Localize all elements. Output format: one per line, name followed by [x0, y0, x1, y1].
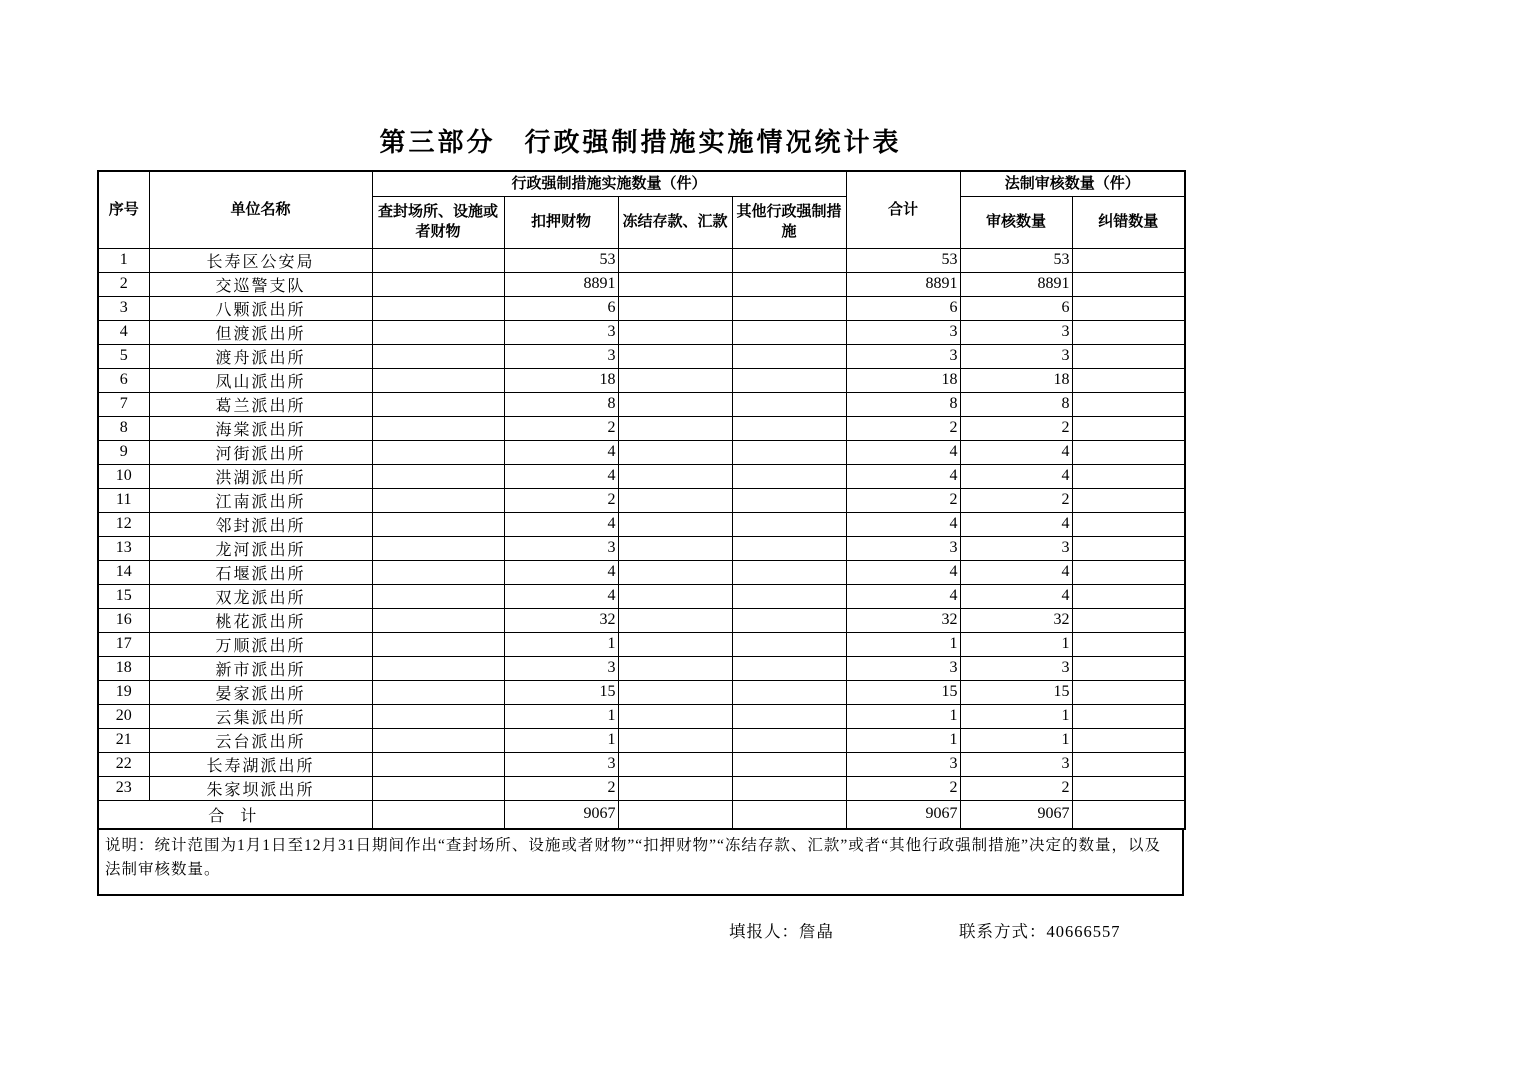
- cell-seal-value: [372, 440, 504, 464]
- cell-other-value: [732, 392, 846, 416]
- cell-unit-name: 渡舟派出所: [149, 344, 372, 368]
- cell-correction-value: [1072, 296, 1185, 320]
- cell-seq: 15: [98, 584, 149, 608]
- cell-seal-value: [372, 344, 504, 368]
- cell-other-value: [732, 536, 846, 560]
- cell-other-value: [732, 632, 846, 656]
- cell-other-value: [732, 608, 846, 632]
- header-correction-count: 纠错数量: [1072, 196, 1185, 248]
- cell-freeze-value: [618, 368, 732, 392]
- cell-freeze-value: [618, 320, 732, 344]
- cell-correction-value: [1072, 392, 1185, 416]
- cell-seal-value: [372, 560, 504, 584]
- header-total: 合计: [846, 171, 960, 248]
- cell-seal-value: [372, 416, 504, 440]
- cell-review-value: 3: [960, 320, 1072, 344]
- cell-review-value: 4: [960, 440, 1072, 464]
- cell-seize-value: 4: [504, 584, 618, 608]
- cell-correction-value: [1072, 560, 1185, 584]
- cell-total-value: 53: [846, 248, 960, 272]
- cell-total-value: 4: [846, 584, 960, 608]
- cell-other-value: [732, 296, 846, 320]
- cell-review-value: 2: [960, 776, 1072, 800]
- cell-review-value: 1: [960, 704, 1072, 728]
- cell-other-value: [732, 488, 846, 512]
- header-review-group: 法制审核数量（件）: [960, 171, 1185, 196]
- cell-freeze-value: [618, 464, 732, 488]
- cell-seal-value: [372, 752, 504, 776]
- cell-unit-name: 龙河派出所: [149, 536, 372, 560]
- cell-seize-value: 2: [504, 776, 618, 800]
- cell-review-value: 32: [960, 608, 1072, 632]
- cell-correction-value: [1072, 416, 1185, 440]
- header-measures-group: 行政强制措施实施数量（件）: [372, 171, 846, 196]
- cell-unit-name: 海棠派出所: [149, 416, 372, 440]
- cell-review-value: 15: [960, 680, 1072, 704]
- cell-other-value: [732, 728, 846, 752]
- cell-freeze-value: [618, 608, 732, 632]
- cell-seize-value: 3: [504, 320, 618, 344]
- cell-seize-value: 4: [504, 440, 618, 464]
- cell-correction-value: [1072, 608, 1185, 632]
- cell-other-value: [732, 440, 846, 464]
- cell-review-value: 2: [960, 488, 1072, 512]
- table-row: [98, 392, 1185, 416]
- cell-freeze-value: [618, 656, 732, 680]
- cell-freeze-value: [618, 728, 732, 752]
- total-freeze-value: [618, 800, 732, 829]
- cell-seq: 17: [98, 632, 149, 656]
- cell-seal-value: [372, 392, 504, 416]
- table-row: [98, 704, 1185, 728]
- cell-correction-value: [1072, 248, 1185, 272]
- cell-seq: 21: [98, 728, 149, 752]
- cell-seq: 13: [98, 536, 149, 560]
- cell-other-value: [732, 464, 846, 488]
- header-seal-property: 查封场所、设施或者财物: [372, 196, 504, 248]
- cell-review-value: 3: [960, 656, 1072, 680]
- table-row: [98, 656, 1185, 680]
- cell-seize-value: 8: [504, 392, 618, 416]
- table-row: [98, 248, 1185, 272]
- cell-seq: 18: [98, 656, 149, 680]
- cell-seq: 1: [98, 248, 149, 272]
- table-row: [98, 368, 1185, 392]
- cell-other-value: [732, 584, 846, 608]
- table-row: [98, 608, 1185, 632]
- cell-total-value: 3: [846, 344, 960, 368]
- cell-review-value: 8: [960, 392, 1072, 416]
- table-header: [98, 171, 1185, 248]
- cell-correction-value: [1072, 368, 1185, 392]
- cell-seq: 9: [98, 440, 149, 464]
- table-row: [98, 632, 1185, 656]
- table-row: [98, 512, 1185, 536]
- cell-seize-value: 3: [504, 536, 618, 560]
- total-row: [98, 800, 1185, 829]
- cell-freeze-value: [618, 440, 732, 464]
- table-row: [98, 296, 1185, 320]
- cell-total-value: 2: [846, 776, 960, 800]
- cell-seize-value: 4: [504, 560, 618, 584]
- table-row: [98, 680, 1185, 704]
- cell-seize-value: 3: [504, 752, 618, 776]
- cell-unit-name: 云集派出所: [149, 704, 372, 728]
- cell-freeze-value: [618, 512, 732, 536]
- cell-seize-value: 3: [504, 656, 618, 680]
- cell-seal-value: [372, 488, 504, 512]
- cell-unit-name: 万顺派出所: [149, 632, 372, 656]
- cell-correction-value: [1072, 752, 1185, 776]
- cell-review-value: 6: [960, 296, 1072, 320]
- table-body: [98, 248, 1185, 800]
- cell-review-value: 4: [960, 560, 1072, 584]
- cell-seq: 4: [98, 320, 149, 344]
- cell-review-value: 8891: [960, 272, 1072, 296]
- cell-total-value: 3: [846, 656, 960, 680]
- table-row: [98, 272, 1185, 296]
- cell-review-value: 2: [960, 416, 1072, 440]
- cell-freeze-value: [618, 296, 732, 320]
- table-row: [98, 416, 1185, 440]
- cell-review-value: 4: [960, 464, 1072, 488]
- cell-seal-value: [372, 584, 504, 608]
- cell-unit-name: 凤山派出所: [149, 368, 372, 392]
- cell-seq: 7: [98, 392, 149, 416]
- cell-seal-value: [372, 368, 504, 392]
- cell-other-value: [732, 272, 846, 296]
- cell-unit-name: 长寿湖派出所: [149, 752, 372, 776]
- cell-freeze-value: [618, 416, 732, 440]
- cell-correction-value: [1072, 680, 1185, 704]
- cell-seq: 22: [98, 752, 149, 776]
- table-row: [98, 488, 1185, 512]
- cell-other-value: [732, 560, 846, 584]
- cell-unit-name: 石堰派出所: [149, 560, 372, 584]
- total-sum-value: 9067: [846, 800, 960, 829]
- cell-unit-name: 洪湖派出所: [149, 464, 372, 488]
- cell-seize-value: 32: [504, 608, 618, 632]
- cell-unit-name: 河街派出所: [149, 440, 372, 464]
- total-other-value: [732, 800, 846, 829]
- cell-total-value: 8891: [846, 272, 960, 296]
- cell-total-value: 1: [846, 632, 960, 656]
- cell-unit-name: 新市派出所: [149, 656, 372, 680]
- table-row: [98, 752, 1185, 776]
- cell-total-value: 3: [846, 320, 960, 344]
- cell-freeze-value: [618, 776, 732, 800]
- cell-unit-name: 双龙派出所: [149, 584, 372, 608]
- cell-freeze-value: [618, 704, 732, 728]
- contact-info: 联系方式：40666557: [959, 922, 1121, 942]
- cell-other-value: [732, 752, 846, 776]
- table-row: [98, 560, 1185, 584]
- cell-seq: 16: [98, 608, 149, 632]
- filler-name: 填报人：詹皛: [729, 922, 834, 942]
- table-row: [98, 536, 1185, 560]
- cell-seq: 2: [98, 272, 149, 296]
- cell-seq: 8: [98, 416, 149, 440]
- cell-freeze-value: [618, 752, 732, 776]
- cell-review-value: 3: [960, 536, 1072, 560]
- cell-seal-value: [372, 704, 504, 728]
- cell-seal-value: [372, 680, 504, 704]
- cell-unit-name: 桃花派出所: [149, 608, 372, 632]
- table-row: [98, 584, 1185, 608]
- cell-review-value: 18: [960, 368, 1072, 392]
- cell-seal-value: [372, 728, 504, 752]
- cell-seq: 11: [98, 488, 149, 512]
- document-page: [97, 122, 1184, 944]
- cell-other-value: [732, 368, 846, 392]
- cell-total-value: 4: [846, 464, 960, 488]
- cell-correction-value: [1072, 632, 1185, 656]
- cell-other-value: [732, 416, 846, 440]
- header-review-count: 审核数量: [960, 196, 1072, 248]
- cell-total-value: 4: [846, 560, 960, 584]
- cell-unit-name: 江南派出所: [149, 488, 372, 512]
- cell-correction-value: [1072, 344, 1185, 368]
- header-unit-name: 单位名称: [149, 171, 372, 248]
- cell-seize-value: 1: [504, 632, 618, 656]
- table-row: [98, 776, 1185, 800]
- cell-seize-value: 1: [504, 728, 618, 752]
- page-title: 第三部分 行政强制措施实施情况统计表: [379, 128, 902, 157]
- cell-seize-value: 3: [504, 344, 618, 368]
- header-other-measures: 其他行政强制措施: [732, 196, 846, 248]
- cell-total-value: 8: [846, 392, 960, 416]
- cell-review-value: 4: [960, 512, 1072, 536]
- table-footer: [98, 800, 1185, 829]
- total-correction-value: [1072, 800, 1185, 829]
- header-seize-property: 扣押财物: [504, 196, 618, 248]
- cell-seal-value: [372, 536, 504, 560]
- cell-freeze-value: [618, 560, 732, 584]
- cell-seal-value: [372, 272, 504, 296]
- cell-review-value: 53: [960, 248, 1072, 272]
- total-seal-value: [372, 800, 504, 829]
- cell-seize-value: 1: [504, 704, 618, 728]
- cell-other-value: [732, 704, 846, 728]
- cell-other-value: [732, 344, 846, 368]
- cell-total-value: 4: [846, 512, 960, 536]
- cell-other-value: [732, 248, 846, 272]
- cell-seq: 12: [98, 512, 149, 536]
- cell-seal-value: [372, 248, 504, 272]
- cell-seq: 5: [98, 344, 149, 368]
- cell-unit-name: 朱家坝派出所: [149, 776, 372, 800]
- cell-seal-value: [372, 776, 504, 800]
- total-seize-value: 9067: [504, 800, 618, 829]
- cell-review-value: 1: [960, 728, 1072, 752]
- cell-seal-value: [372, 608, 504, 632]
- header-seq: 序号: [98, 171, 149, 248]
- table-row: [98, 464, 1185, 488]
- cell-total-value: 2: [846, 488, 960, 512]
- cell-seize-value: 53: [504, 248, 618, 272]
- cell-seize-value: 2: [504, 416, 618, 440]
- statistics-table: [97, 170, 1186, 830]
- cell-seal-value: [372, 632, 504, 656]
- cell-total-value: 1: [846, 704, 960, 728]
- cell-other-value: [732, 656, 846, 680]
- cell-review-value: 4: [960, 584, 1072, 608]
- table-row: [98, 344, 1185, 368]
- cell-other-value: [732, 680, 846, 704]
- cell-review-value: 3: [960, 344, 1072, 368]
- cell-seq: 19: [98, 680, 149, 704]
- cell-unit-name: 葛兰派出所: [149, 392, 372, 416]
- cell-seize-value: 4: [504, 512, 618, 536]
- cell-total-value: 2: [846, 416, 960, 440]
- table-row: [98, 320, 1185, 344]
- cell-total-value: 3: [846, 536, 960, 560]
- cell-seq: 20: [98, 704, 149, 728]
- cell-total-value: 6: [846, 296, 960, 320]
- cell-unit-name: 但渡派出所: [149, 320, 372, 344]
- total-label: 合 计: [98, 800, 372, 829]
- note-text: 说明：统计范围为1月1日至12月31日期间作出“查封场所、设施或者财物”“扣押财物”“冻结存款、汇款”或者“其他行政强制措施”决定的数量，以及法制审核数量。: [97, 830, 1184, 896]
- cell-seq: 23: [98, 776, 149, 800]
- cell-correction-value: [1072, 320, 1185, 344]
- cell-seal-value: [372, 464, 504, 488]
- cell-total-value: 15: [846, 680, 960, 704]
- cell-correction-value: [1072, 656, 1185, 680]
- cell-seal-value: [372, 656, 504, 680]
- total-review-value: 9067: [960, 800, 1072, 829]
- cell-correction-value: [1072, 536, 1185, 560]
- cell-total-value: 18: [846, 368, 960, 392]
- cell-other-value: [732, 320, 846, 344]
- cell-unit-name: 交巡警支队: [149, 272, 372, 296]
- footer: [97, 918, 1184, 944]
- cell-freeze-value: [618, 272, 732, 296]
- cell-seq: 14: [98, 560, 149, 584]
- table-row: [98, 440, 1185, 464]
- cell-freeze-value: [618, 488, 732, 512]
- cell-freeze-value: [618, 584, 732, 608]
- cell-seize-value: 2: [504, 488, 618, 512]
- cell-seq: 10: [98, 464, 149, 488]
- cell-seize-value: 4: [504, 464, 618, 488]
- cell-correction-value: [1072, 440, 1185, 464]
- cell-total-value: 32: [846, 608, 960, 632]
- cell-unit-name: 八颗派出所: [149, 296, 372, 320]
- cell-correction-value: [1072, 512, 1185, 536]
- cell-correction-value: [1072, 464, 1185, 488]
- cell-seq: 3: [98, 296, 149, 320]
- cell-total-value: 3: [846, 752, 960, 776]
- cell-seq: 6: [98, 368, 149, 392]
- cell-correction-value: [1072, 776, 1185, 800]
- cell-seal-value: [372, 320, 504, 344]
- header-freeze-deposits: 冻结存款、汇款: [618, 196, 732, 248]
- cell-freeze-value: [618, 632, 732, 656]
- cell-unit-name: 云台派出所: [149, 728, 372, 752]
- cell-seal-value: [372, 512, 504, 536]
- cell-freeze-value: [618, 248, 732, 272]
- cell-freeze-value: [618, 392, 732, 416]
- cell-other-value: [732, 776, 846, 800]
- cell-seize-value: 6: [504, 296, 618, 320]
- cell-freeze-value: [618, 344, 732, 368]
- cell-correction-value: [1072, 728, 1185, 752]
- cell-unit-name: 邻封派出所: [149, 512, 372, 536]
- cell-freeze-value: [618, 680, 732, 704]
- cell-correction-value: [1072, 704, 1185, 728]
- cell-total-value: 1: [846, 728, 960, 752]
- cell-other-value: [732, 512, 846, 536]
- cell-total-value: 4: [846, 440, 960, 464]
- table-row: [98, 728, 1185, 752]
- cell-seize-value: 15: [504, 680, 618, 704]
- cell-freeze-value: [618, 536, 732, 560]
- cell-review-value: 3: [960, 752, 1072, 776]
- cell-unit-name: 长寿区公安局: [149, 248, 372, 272]
- cell-correction-value: [1072, 488, 1185, 512]
- cell-seal-value: [372, 296, 504, 320]
- cell-correction-value: [1072, 584, 1185, 608]
- cell-review-value: 1: [960, 632, 1072, 656]
- cell-unit-name: 晏家派出所: [149, 680, 372, 704]
- cell-seize-value: 8891: [504, 272, 618, 296]
- cell-correction-value: [1072, 272, 1185, 296]
- cell-seize-value: 18: [504, 368, 618, 392]
